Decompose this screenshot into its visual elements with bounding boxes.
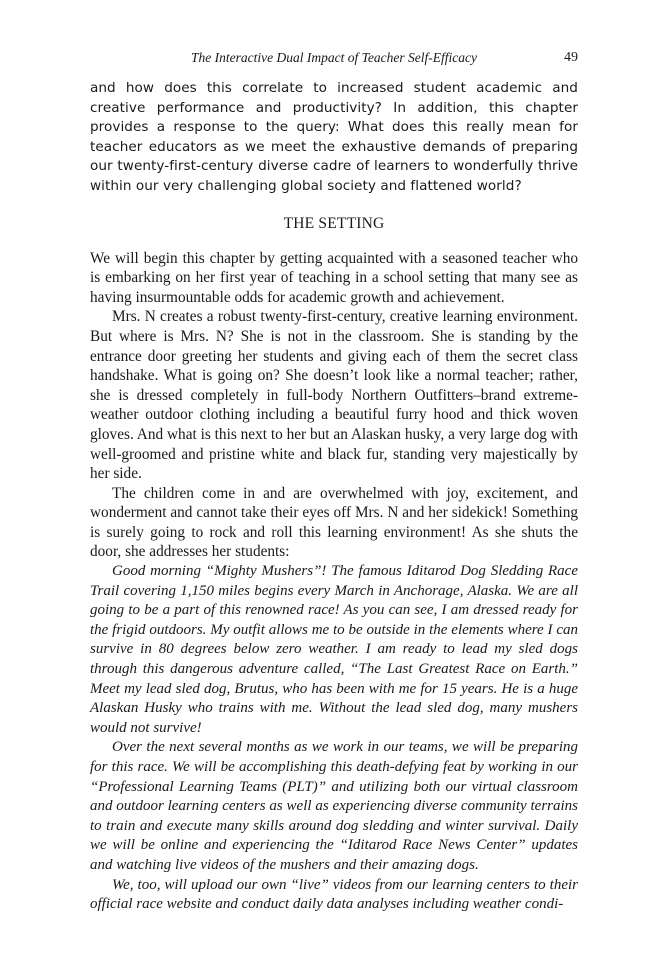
body-paragraph: and how does this correlate to increased student academic and creative performance and productivity? In addition, this chapter provides a response to the query: What does this really mean for teacher educators as we meet the exhaustive demands of preparing our twenty-first-century diverse cadre of learners to wonderfully thrive within our very challenging global society and flattened world? <box>90 80 578 194</box>
body-paragraph: The children come in and are overwhelmed with joy, excitement, and wonderment and cannot take their eyes off Mrs. N and her sidekick! Something is surely going to rock and roll this learning environment! As she shuts the door, she addresses her students: <box>90 484 578 561</box>
body-paragraph: Mrs. N creates a robust twenty-first-century, creative learning environment. But where is Mrs. N? She is not in the classroom. She is standing by the entrance door greeting her students and giving each of them the secret class handshake. What is going on? She doesn’t look like a normal teacher; rather, she is dressed completely in full-body Northern Outfitters–brand extreme-weather outdoor clothing including a beautiful furry hood and thick woven gloves. And what is this next to her but an Alaskan husky, a very large dog with well-groomed and pristine white and black fur, standing very majestically by her side. <box>90 308 578 483</box>
page-body <box>90 79 578 915</box>
running-head <box>90 50 578 70</box>
quoted-speech-paragraph: Good morning “Mighty Mushers”! The famous Iditarod Dog Sledding Race Trail covering 1,150 miles begins every March in Anchorage, Alaska. We are all going to be a part of this renowned race! As you can see, I am dressed ready for the frigid outdoors. My outfit allows me to be outside in the elements where I can survive in 80 degrees below zero weather. I am ready to lead my sled dogs through this dangerous adventure called, “The Last Greatest Race on Earth.” Meet my lead sled dog, Brutus, who has been with me for 15 years. He is a huge Alaskan Husky who trains with me. Without the lead sled dog, many mushers would not survive! <box>90 563 578 736</box>
quoted-speech-paragraph: We, too, will upload our own “live” videos from our learning centers to their official race website and conduct daily data analyses including weather condi- <box>90 876 578 913</box>
book-page <box>90 50 578 915</box>
page-number: 49 <box>564 50 578 65</box>
running-head-title: The Interactive Dual Impact of Teacher Self-Efficacy <box>191 50 477 65</box>
quoted-speech-paragraph: Over the next several months as we work in our teams, we will be preparing for this race. We will be accomplishing this death-defying feat by working in our “Professional Learning Teams (PLT)” and utilizing both our virtual classroom and outdoor learning centers as well as experiencing diverse community terrains to train and execute many skills around dog sledding and winter survival. Daily we will be online and experiencing the “Iditarod Race News Center” updates and watching live videos of the mushers and their amazing dogs. <box>90 739 578 873</box>
section-heading: THE SETTING <box>283 214 385 232</box>
body-paragraph: We will begin this chapter by getting acquainted with a seasoned teacher who is embarking on her first year of teaching in a school setting that many see as having insurmountable odds for academic growth and achievement. <box>90 249 578 306</box>
